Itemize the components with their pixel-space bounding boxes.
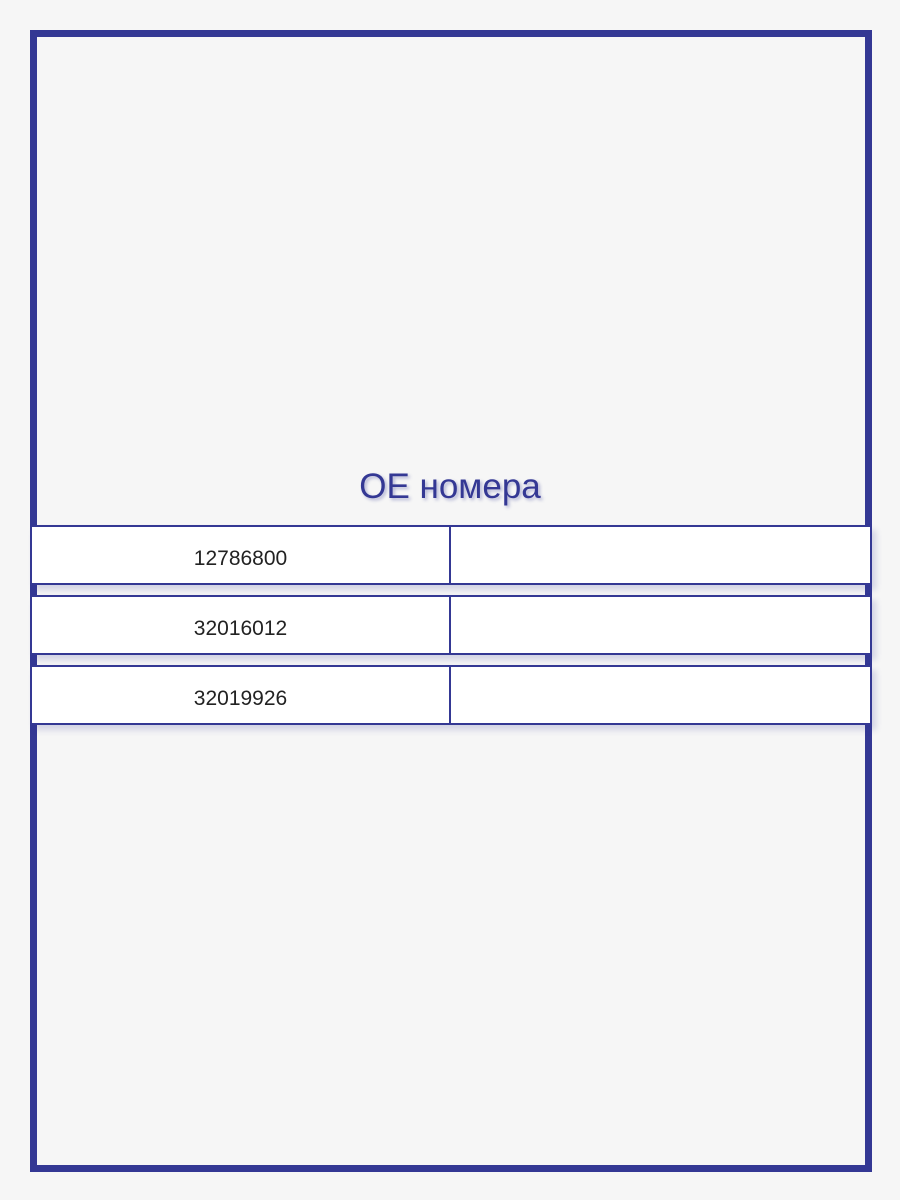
table-row xyxy=(30,665,872,725)
page-title: OE номера xyxy=(359,467,541,506)
table-row xyxy=(30,525,872,585)
oe-extra-cell xyxy=(451,665,872,725)
oe-number-cell: 32016012 xyxy=(30,595,451,655)
oe-extra-cell xyxy=(451,525,872,585)
table-row xyxy=(30,595,872,655)
oe-number-cell: 12786800 xyxy=(30,525,451,585)
oe-number-cell: 32019926 xyxy=(30,665,451,725)
oe-extra-cell xyxy=(451,595,872,655)
